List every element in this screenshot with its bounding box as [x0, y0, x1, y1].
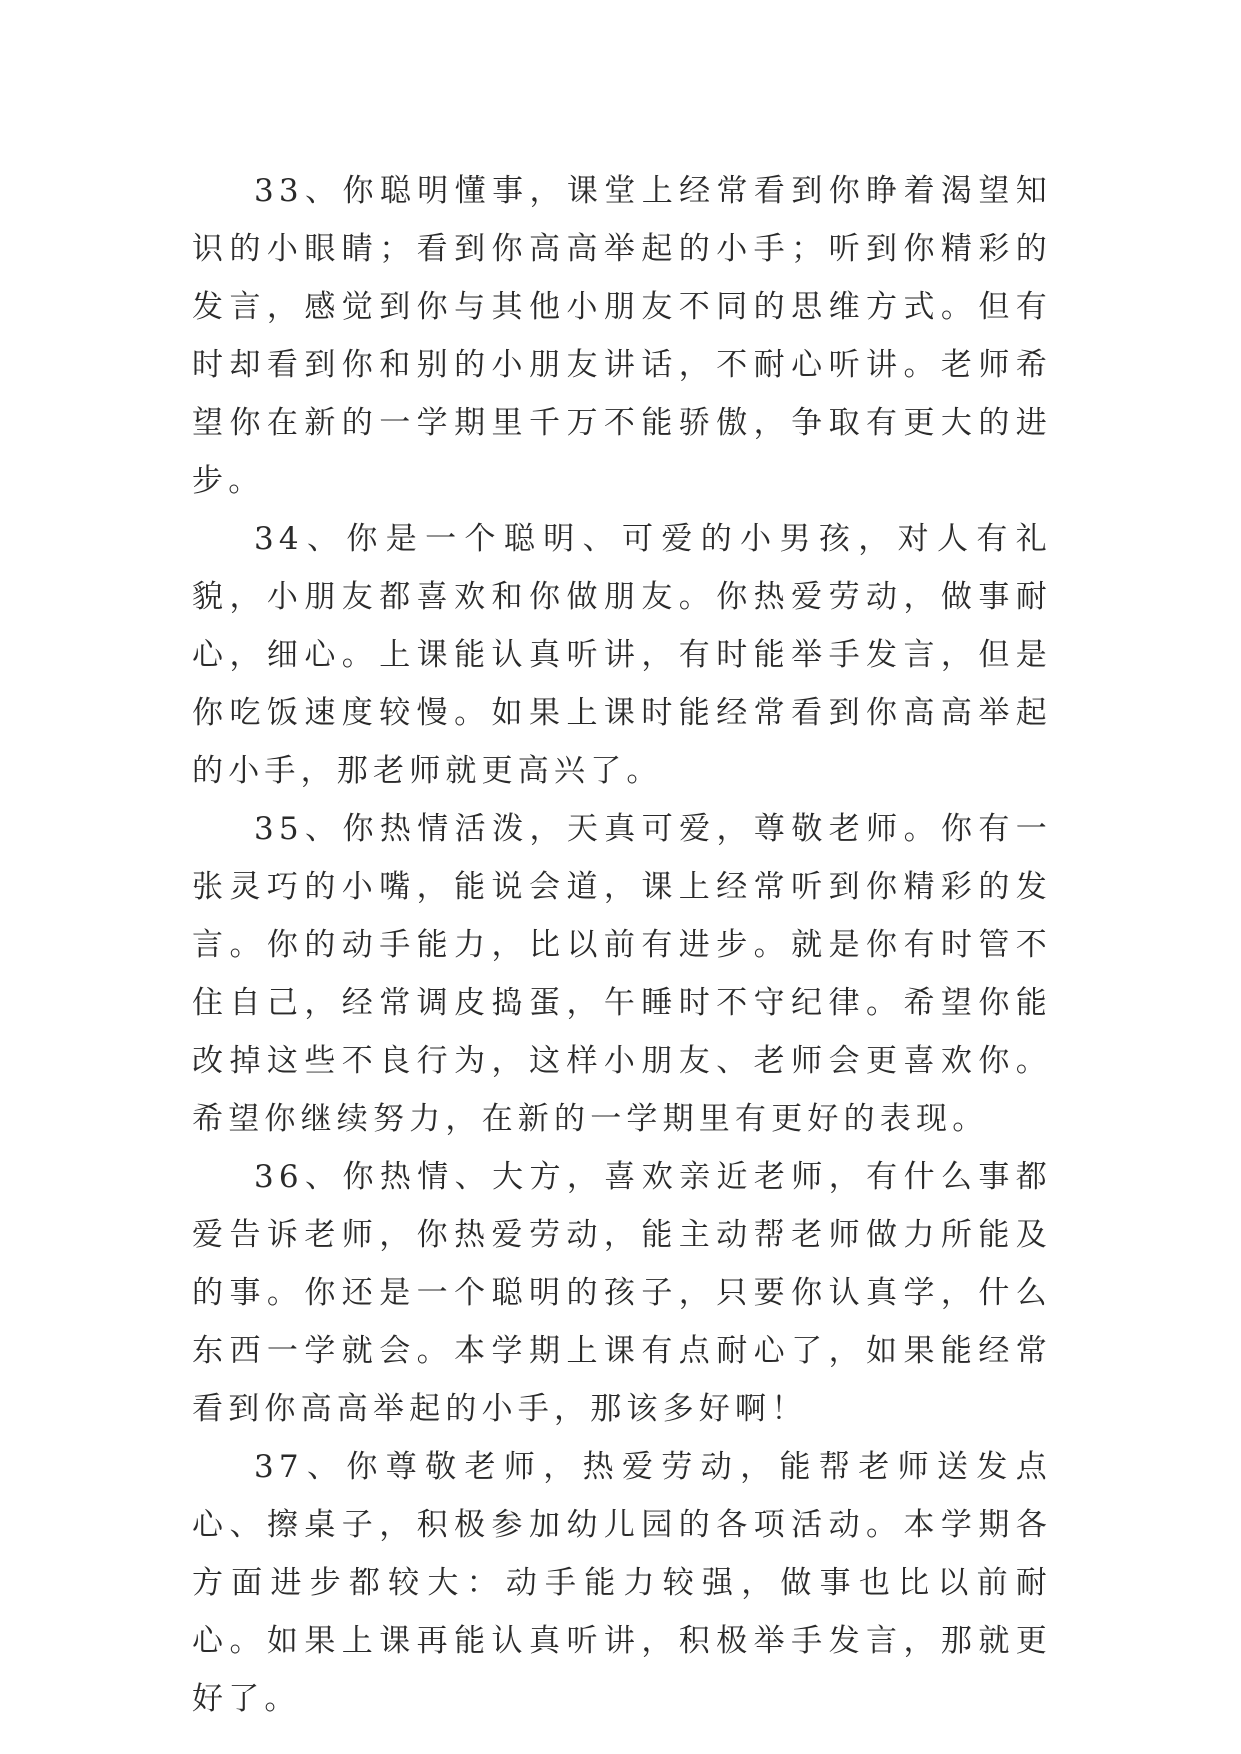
comment-paragraph-37: 37、你尊敬老师，热爱劳动，能帮老师送发点心、擦桌子，积极参加幼儿园的各项活动。本学期各方面进步都较大：动手能力较强，做事也比以前耐心。如果上课再能认真听讲，积极举手发言，那就更好了。 [192, 1449, 1052, 1717]
comment-paragraph-33: 33、你聪明懂事，课堂上经常看到你睁着渴望知识的小眼睛；看到你高高举起的小手；听到你精彩的发言，感觉到你与其他小朋友不同的思维方式。但有时却看到你和别的小朋友讲话，不耐心听讲。老师希望你在新的一学期里千万不能骄傲，争取有更大的进步。 [192, 173, 1052, 499]
document-body [192, 162, 1052, 1728]
comment-paragraph-36: 36、你热情、大方，喜欢亲近老师，有什么事都爱告诉老师，你热爱劳动，能主动帮老师做力所能及的事。你还是一个聪明的孩子，只要你认真学，什么东西一学就会。本学期上课有点耐心了，如果能经常看到你高高举起的小手，那该多好啊！ [192, 1159, 1052, 1427]
comment-paragraph-34: 34、你是一个聪明、可爱的小男孩，对人有礼貌，小朋友都喜欢和你做朋友。你热爱劳动，做事耐心，细心。上课能认真听讲，有时能举手发言，但是你吃饭速度较慢。如果上课时能经常看到你高高举起的小手，那老师就更高兴了。 [192, 521, 1052, 789]
comment-paragraph-35: 35、你热情活泼，天真可爱，尊敬老师。你有一张灵巧的小嘴，能说会道，课上经常听到你精彩的发言。你的动手能力，比以前有进步。就是你有时管不住自己，经常调皮捣蛋，午睡时不守纪律。希望你能改掉这些不良行为，这样小朋友、老师会更喜欢你。希望你继续努力，在新的一学期里有更好的表现。 [192, 811, 1052, 1137]
